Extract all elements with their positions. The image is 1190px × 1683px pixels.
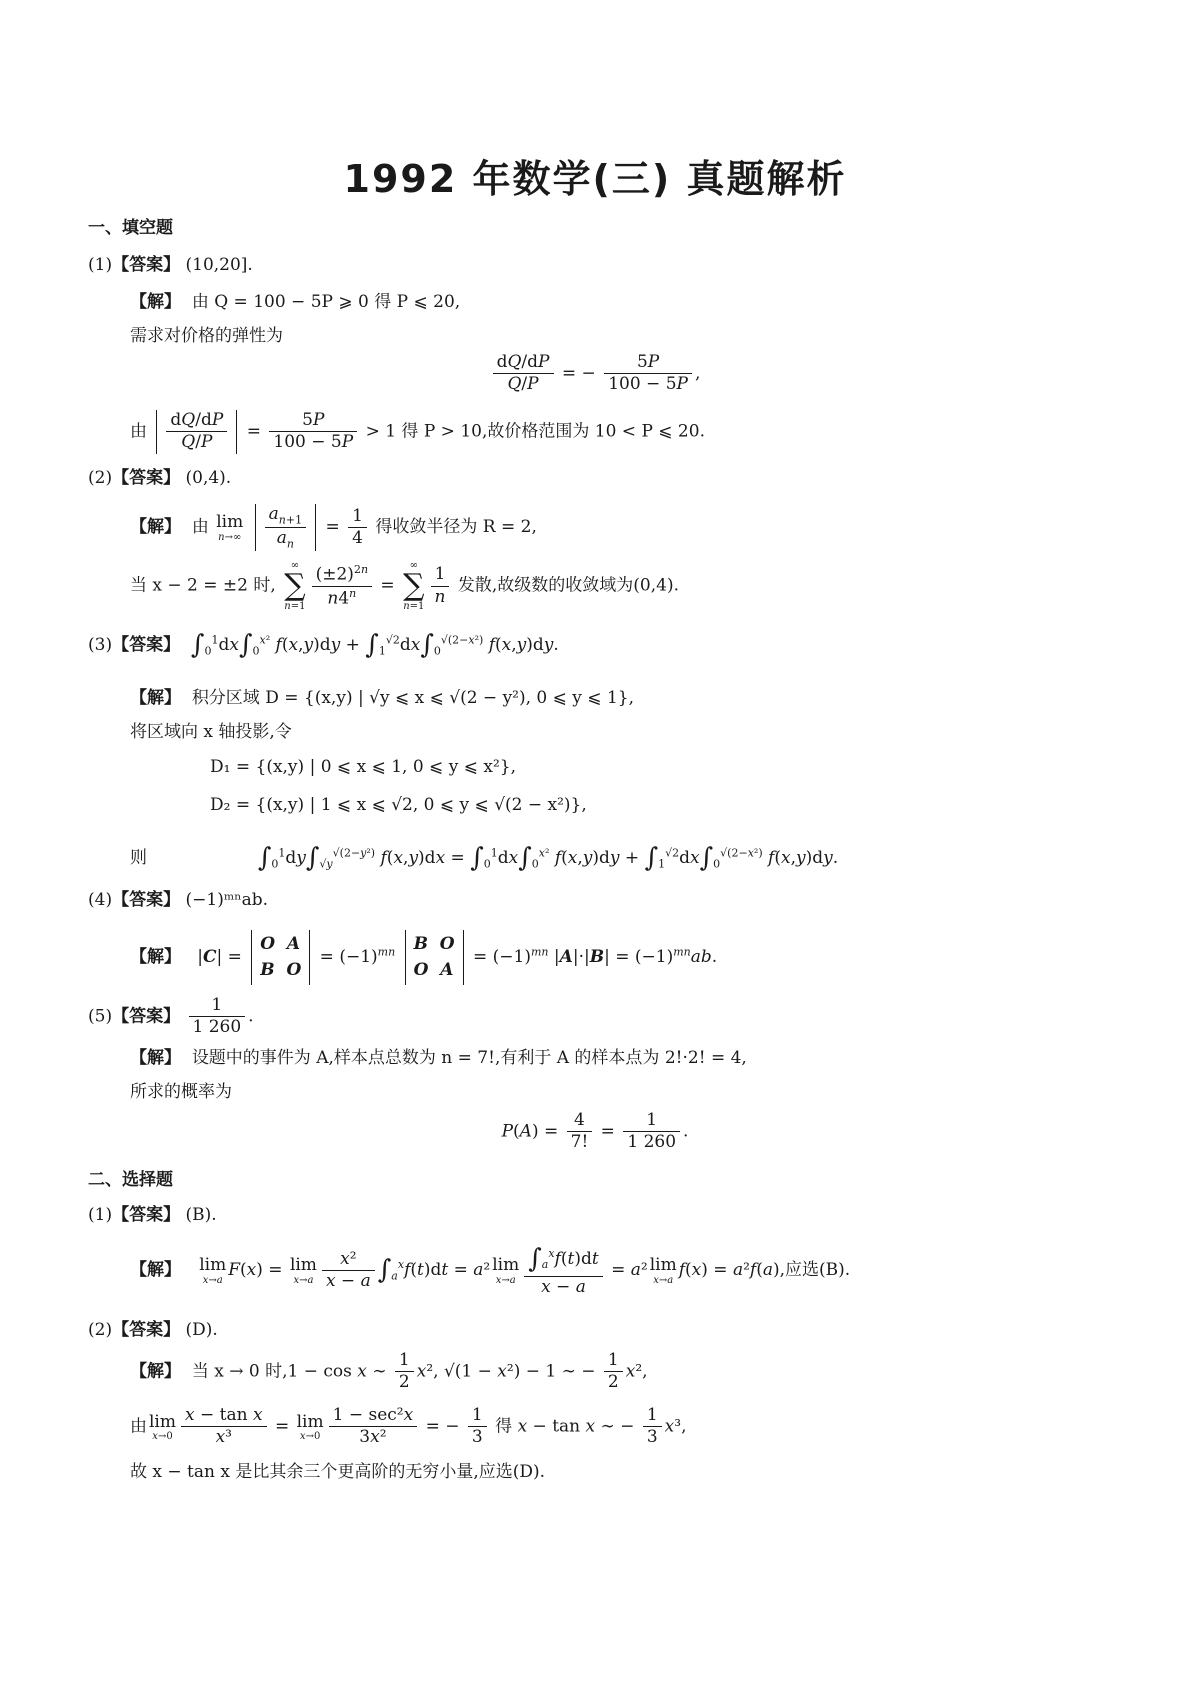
- solution-line: 【解】 由 lim n→∞ $\frac{a_{n+1}}{a_n}$ = $\frac{1}{4}$ 得收敛半径为 R = 2,: [130, 504, 537, 551]
- section-heading-fill-blank: 一、填空题: [88, 218, 173, 238]
- answer-tag: 【答案】: [112, 890, 181, 910]
- region-d2: D₂ = {(x,y) | 1 ⩽ x ⩽ √2, 0 ⩽ y ⩽ √(2 − x²)},: [210, 795, 587, 815]
- problem-number: (4): [88, 890, 113, 910]
- answer-tag: 【答案】: [112, 635, 181, 656]
- solution-line: 由 $\frac{dQ/dP}{Q/P}$ = $\frac{5P}{100 - 5P}$ > 1 得 P > 10,故价格范围为 10 < P ⩽ 20.: [130, 410, 705, 453]
- formula-elasticity: $\frac{dQ/dP}{Q/P}$ = − $\frac{5P}{100 - 5P}$ ,: [0, 352, 1190, 396]
- answer-tag: 【答案】: [112, 468, 181, 488]
- region-d1: D₁ = {(x,y) | 0 ⩽ x ⩽ 1, 0 ⩽ y ⩽ x²},: [210, 757, 516, 777]
- solution-tag: 【解】: [130, 1361, 181, 1382]
- solution-text: 设题中的事件为 A,样本点总数为 n = 7!,有利于 A 的样本点为 2!·2! = 4,: [191, 1048, 747, 1068]
- solution-tag: 【解】: [130, 1259, 181, 1280]
- answer-value: (10,20].: [185, 255, 253, 275]
- answer-tag: 【答案】: [112, 1320, 181, 1340]
- answer-line-1: [88, 255, 253, 275]
- answer-value: (D).: [185, 1320, 218, 1340]
- solution-line: 【解】 当 x → 0 时,1 − cos x ∼ $\frac{1}{2}$ x², √(1 − x²) − 1 ∼ − $\frac{1}{2}$ x²,: [130, 1350, 648, 1393]
- solution-tag: 【解】: [130, 688, 181, 708]
- solution-line: 【解】 |C| = O A B O = $(-1)^{mn}$ B O O A = $(-1)^{mn}$ $|A|\cdot|B| = (-1)^{mn}ab$.: [130, 930, 717, 985]
- problem-number: (5): [88, 1006, 113, 1027]
- solution-text: 由: [191, 517, 209, 538]
- solution-text: 将区域向 x 轴投影,令: [130, 722, 292, 742]
- solution-text: 得收敛半径为 R = 2,: [375, 517, 537, 538]
- problem-number: (3): [88, 635, 113, 656]
- solution-line: [130, 688, 634, 708]
- problem-number: (2): [88, 1320, 113, 1340]
- section-heading-multiple-choice: 二、选择题: [88, 1170, 173, 1190]
- solution-line: 当 x − 2 = ±2 时, ∞ ∑ n=1 $\frac{(\pm 2)^{2n}}{n4^n}$ = ∞ ∑ n=1 $\frac{1}{n}$ 发散,故级数的收敛域为(0,4).: [130, 560, 679, 612]
- answer-line-4: [88, 890, 268, 910]
- solution-text: 由 Q = 100 − 5P ⩾ 0 得 P ⩽ 20,: [191, 292, 461, 312]
- solution-line: 由 lim x→0 $\frac{\text{x − tan x}}{\text{x³}}$ = lim x→0 $\frac{\text{1 − sec²x}}{\text{3x²}}$ = − $\frac{1}{3}$ 得 x − tan x ∼ − $\frac{1}{3}$ x³,: [130, 1405, 687, 1448]
- solution-tag: 【解】: [130, 947, 181, 967]
- answer-value: (B).: [185, 1205, 217, 1225]
- answer-line-2: [88, 468, 231, 488]
- solution-text: 当 x − 2 = ±2 时,: [130, 575, 276, 596]
- problem-number: (1): [88, 255, 113, 275]
- solution-text: 发散,故级数的收敛域为(0,4).: [457, 575, 679, 596]
- solution-tag: 【解】: [130, 1048, 181, 1068]
- answer-tag: 【答案】: [112, 1006, 181, 1027]
- solution-line: 则 $\int_0^1dy\int_{√y}^{√(2-y^2)}$ $f(x,y)dx = \int_0^1dx\int_0^{x^2}$ $f(x,y)dy + \int_1^{√2}dx\int_0^{√(2-x^2)}$ f(x,y)dy.: [130, 843, 839, 873]
- solution-text: 积分区域 D = {(x,y) | √y ⩽ x ⩽ √(2 − y²), 0 ⩽ y ⩽ 1},: [191, 688, 634, 708]
- solution-text: 故 x − tan x 是比其余三个更高阶的无穷小量,应选(D).: [130, 1462, 546, 1482]
- answer-value: (−1)ᵐⁿab.: [185, 890, 269, 910]
- solution-line: [130, 1048, 747, 1068]
- solution-text: 需求对价格的弹性为: [130, 326, 283, 346]
- formula-probability: P(A) = $\frac{4}{7!}$ = $\frac{1}{1 260}$ .: [501, 1110, 689, 1153]
- answer-tag: 【答案】: [112, 255, 181, 275]
- answer-tag: 【答案】: [112, 1205, 181, 1225]
- solution-line: [130, 292, 460, 312]
- solution-tag: 【解】: [130, 292, 181, 312]
- answer-line-3: (3)【答案】 $\int_0^1dx\int_0^{x^2}$ $f(x,y)dy + \int_1^{√2}dx\int_0^{√(2-x^2)}$ f(x,y)dy.: [88, 630, 559, 660]
- page-title: 1992 年数学(三) 真题解析: [343, 157, 847, 201]
- answer-line-5: (5)【答案】 $\frac{1}{1 260}$ .: [88, 995, 254, 1038]
- solution-text: > 1 得 P > 10,故价格范围为 10 < P ⩽ 20.: [365, 421, 705, 442]
- solution-tag: 【解】: [130, 517, 181, 538]
- solution-text: 所求的概率为: [130, 1082, 232, 1102]
- solution-line: 【解】 lim x→a F(x) = lim x→a $\frac{\text{x²}}{x - a}$ $\int_a^xf(t)dt = a^2$ lim x→a $\frac{\int_a^xf(t)dt}{x - a}$ = a² lim x→a f(x) = a²f(a),应选(B).: [130, 1244, 851, 1297]
- solution-text: 当 x → 0 时,: [191, 1361, 288, 1382]
- problem-number: (2): [88, 468, 113, 488]
- problem-number: (1): [88, 1205, 113, 1225]
- answer-line-q1: [88, 1205, 217, 1225]
- answer-line-q2: [88, 1320, 218, 1340]
- answer-value: (0,4).: [185, 468, 232, 488]
- solution-text: 则: [130, 848, 147, 869]
- solution-text: 由: [130, 421, 147, 442]
